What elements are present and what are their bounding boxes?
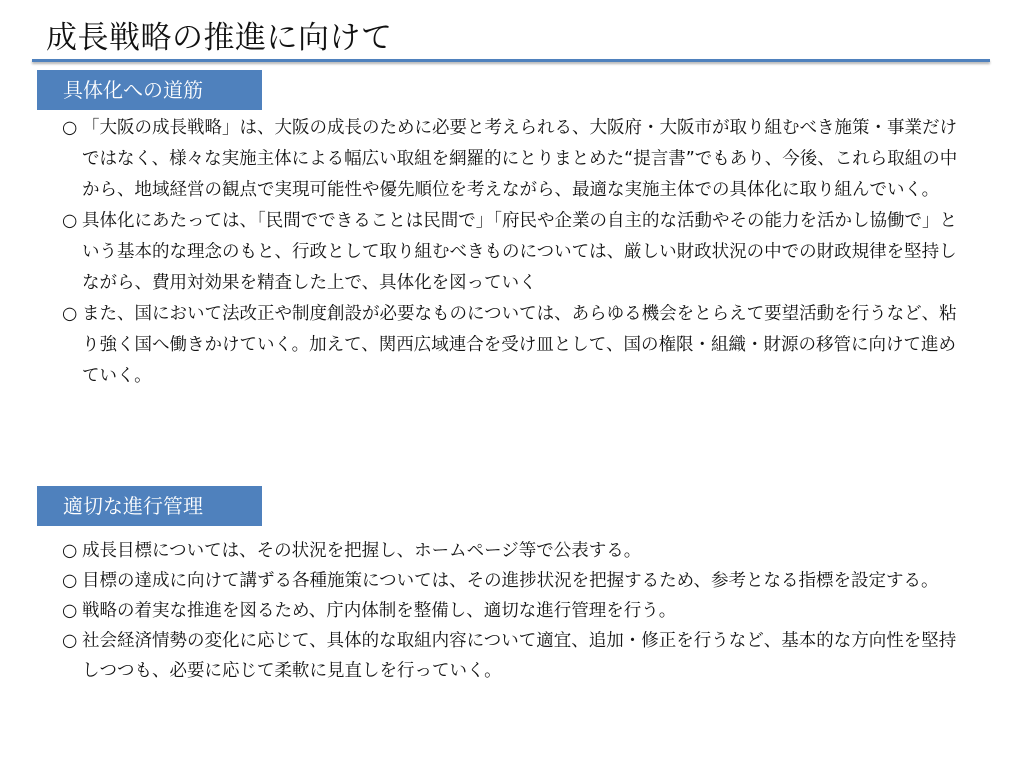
- list-item: [62, 626, 962, 686]
- bullet-text: また、国において法改正や制度創設が必要なものについては、あらゆる機会をとらえて要望活動を行うなど、粘り強く国へ働きかけていく。加えて、関西広域連合を受け皿として、国の権限・組織・財源の移管に向けて進めていく。: [82, 304, 957, 386]
- list-item: [62, 113, 962, 206]
- bullet-list-progress-management: [62, 536, 962, 686]
- circle-bullet-icon: ○: [62, 571, 78, 591]
- bullet-text: 成長目標については、その状況を把握し、ホームページ等で公表する。: [82, 541, 642, 561]
- circle-bullet-icon: ○: [62, 631, 78, 651]
- circle-bullet-icon: ○: [62, 304, 78, 324]
- circle-bullet-icon: ○: [62, 541, 78, 561]
- circle-bullet-icon: ○: [62, 118, 78, 138]
- bullet-text: 目標の達成に向けて講ずる各種施策については、その進捗状況を把握するため、参考となる指標を設定する。: [82, 571, 939, 591]
- list-item: [62, 206, 962, 299]
- bullet-list-concretization: [62, 113, 962, 392]
- section-heading-concretization: 具体化への道筋: [37, 70, 262, 110]
- bullet-text: 戦略の着実な推進を図るため、庁内体制を整備し、適切な進行管理を行う。: [82, 601, 677, 621]
- section-heading-progress-management: 適切な進行管理: [37, 486, 262, 526]
- bullet-text: 具体化にあたっては、「民間でできることは民間で」「府民や企業の自主的な活動やその能力を活かし協働で」という基本的な理念のもと、行政として取り組むべきものについては、厳しい財政状況の中での財政規律を堅持しながら、費用対効果を精査した上で、具体化を図っていく: [82, 211, 957, 293]
- circle-bullet-icon: ○: [62, 601, 78, 621]
- bullet-text: 社会経済情勢の変化に応じて、具体的な取組内容について適宜、追加・修正を行うなど、基本的な方向性を堅持しつつも、必要に応じて柔軟に見直しを行っていく。: [82, 631, 957, 681]
- circle-bullet-icon: ○: [62, 211, 78, 231]
- list-item: [62, 299, 962, 392]
- list-item: [62, 536, 962, 566]
- page-title: 成長戦略の推進に向けて: [46, 20, 393, 56]
- list-item: [62, 596, 962, 626]
- bullet-text: 「大阪の成長戦略」は、大阪の成長のために必要と考えられる、大阪府・大阪市が取り組むべき施策・事業だけではなく、様々な実施主体による幅広い取組を網羅的にとりまとめた“提言書”でもあり、今後、これら取組の中から、地域経営の観点で実現可能性や優先順位を考えながら、最適な実施主体での具体化に取り組んでいく。: [82, 118, 958, 200]
- title-underline: [32, 59, 990, 62]
- list-item: [62, 566, 962, 596]
